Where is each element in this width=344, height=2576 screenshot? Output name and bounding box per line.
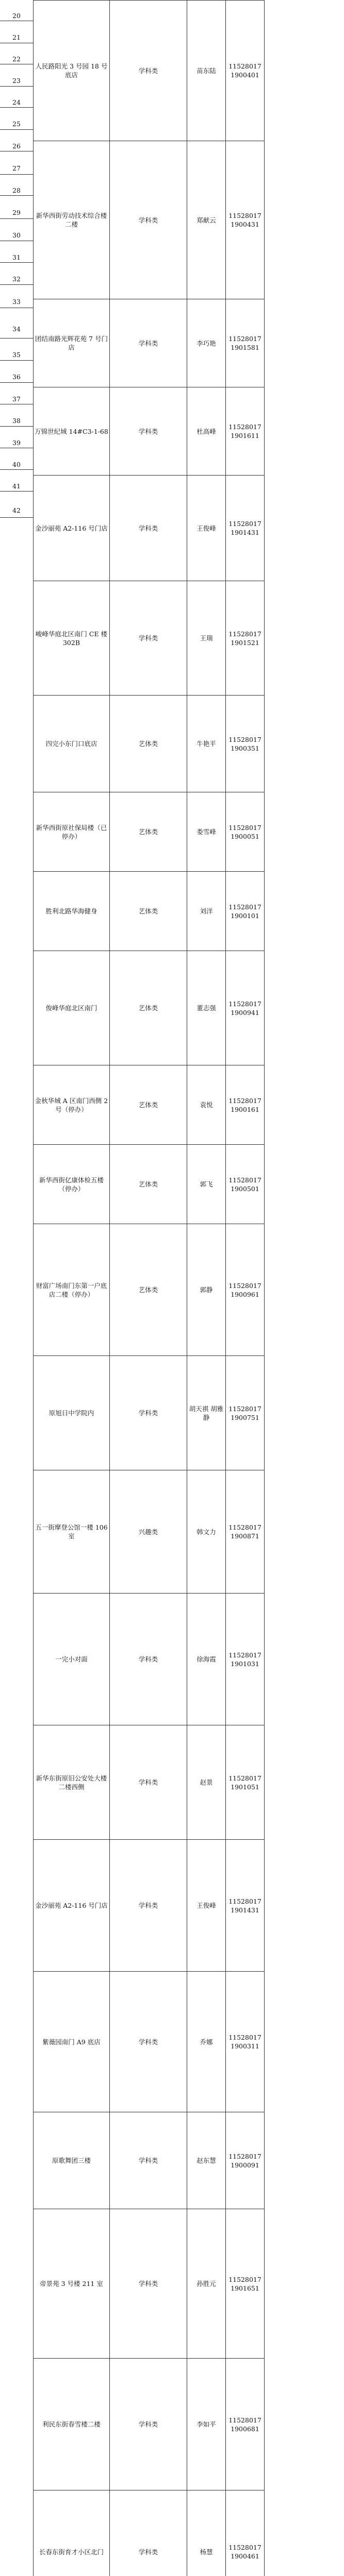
table-row — [34, 299, 344, 387]
contact-person-cell: 王俊峰 — [187, 476, 226, 581]
table-row — [34, 2112, 344, 2209]
address-cell: 利民东街春雪楼二楼 — [34, 2359, 110, 2490]
address-cell: 长春东街育才小区北门 — [34, 2490, 110, 2576]
table-body — [34, 1, 344, 2576]
license-number-cell: 115280171901651 — [226, 2209, 265, 2359]
category-cell: 学科类 — [110, 1356, 187, 1470]
contact-person-cell: 郑献云 — [187, 141, 226, 299]
row-number: 32 — [0, 263, 33, 285]
row-number: 34 — [0, 308, 33, 338]
license-number-cell: 115280171900871 — [226, 1470, 265, 1594]
contact-person-cell: 杨慧 — [187, 2490, 226, 2576]
license-number-cell: 115280171900091 — [226, 2112, 265, 2209]
row-number: 40 — [0, 448, 33, 470]
table-row — [34, 1145, 344, 1224]
address-cell: 原旭日中学院内 — [34, 1356, 110, 1470]
contact-person-cell: 乔娜 — [187, 1972, 226, 2112]
address-cell: 原歌舞团三楼 — [34, 2112, 110, 2209]
table-row — [34, 1470, 344, 1594]
category-cell: 艺体类 — [110, 696, 187, 792]
contact-person-cell: 韩文力 — [187, 1470, 226, 1594]
license-number-cell: 115280171900501 — [226, 1145, 265, 1224]
address-cell: 财富广场南门东第一户底店二楼（停办） — [34, 1224, 110, 1356]
contact-person-cell: 苗东陆 — [187, 1, 226, 141]
row-number: 31 — [0, 241, 33, 263]
contact-person-cell: 徐海霞 — [187, 1594, 226, 1725]
category-cell: 艺体类 — [110, 951, 187, 1065]
address-cell: 四完小东门口底店 — [34, 696, 110, 792]
category-cell: 艺体类 — [110, 872, 187, 951]
address-cell: 新华西街亿康体检五楼（停办） — [34, 1145, 110, 1224]
contact-person-cell: 郭静 — [187, 1224, 226, 1356]
table-row — [34, 141, 344, 299]
table-row — [34, 696, 344, 792]
address-cell: 胜利北路华海健身 — [34, 872, 110, 951]
row-number: 42 — [0, 492, 33, 518]
category-cell: 学科类 — [110, 1840, 187, 1972]
category-cell: 艺体类 — [110, 1224, 187, 1356]
table-row — [34, 1972, 344, 2112]
table-row — [34, 951, 344, 1065]
contact-person-cell: 赵景 — [187, 1725, 226, 1840]
row-number: 37 — [0, 383, 33, 404]
school-list-table — [33, 0, 344, 2576]
row-number: 29 — [0, 196, 33, 219]
row-number: 21 — [0, 21, 33, 43]
category-cell: 兴趣类 — [110, 1470, 187, 1594]
table-row — [34, 476, 344, 581]
category-cell: 学科类 — [110, 581, 187, 696]
license-number-cell: 115280171900681 — [226, 2359, 265, 2490]
table-row — [34, 1356, 344, 1470]
table-row — [34, 1224, 344, 1356]
row-number: 41 — [0, 470, 33, 492]
address-cell: 金沙丽苑 A2-116 号门店 — [34, 476, 110, 581]
row-number: 25 — [0, 108, 33, 130]
address-cell: 新华东街原旧公安处大楼二楼西侧 — [34, 1725, 110, 1840]
address-cell: 帝景苑 3 号楼 211 室 — [34, 2209, 110, 2359]
category-cell: 学科类 — [110, 1972, 187, 2112]
row-number: 26 — [0, 130, 33, 151]
address-cell: 一完小对面 — [34, 1594, 110, 1725]
license-number-cell: 115280171900161 — [226, 1065, 265, 1145]
category-cell: 学科类 — [110, 1725, 187, 1840]
table-row — [34, 1065, 344, 1145]
table-row — [34, 387, 344, 476]
row-number: 33 — [0, 285, 33, 308]
license-number-cell: 115280171901431 — [226, 476, 265, 581]
category-cell: 艺体类 — [110, 792, 187, 872]
license-number-cell: 115280171900961 — [226, 1224, 265, 1356]
table-row — [34, 792, 344, 872]
contact-person-cell: 牛艳平 — [187, 696, 226, 792]
row-number: 28 — [0, 175, 33, 196]
contact-person-cell: 杜高峰 — [187, 387, 226, 476]
row-number: 35 — [0, 338, 33, 361]
category-cell: 学科类 — [110, 2112, 187, 2209]
table-row — [34, 2490, 344, 2576]
address-cell: 紫薇园南门 A9 底店 — [34, 1972, 110, 2112]
table-row — [34, 1, 344, 141]
license-number-cell: 115280171900051 — [226, 792, 265, 872]
contact-person-cell: 王俊峰 — [187, 1840, 226, 1972]
contact-person-cell: 孙胜元 — [187, 2209, 226, 2359]
contact-person-cell: 李如平 — [187, 2359, 226, 2490]
contact-person-cell: 刘洋 — [187, 872, 226, 951]
license-number-cell: 115280171900351 — [226, 696, 265, 792]
row-number: 36 — [0, 361, 33, 383]
category-cell: 学科类 — [110, 476, 187, 581]
license-number-cell: 115280171900941 — [226, 951, 265, 1065]
license-number-cell: 115280171901051 — [226, 1725, 265, 1840]
category-cell: 学科类 — [110, 141, 187, 299]
license-number-cell: 115280171901431 — [226, 1840, 265, 1972]
row-number: 23 — [0, 64, 33, 87]
contact-person-cell: 娄雪峰 — [187, 792, 226, 872]
row-number: 22 — [0, 43, 33, 64]
table-row — [34, 872, 344, 951]
category-cell: 学科类 — [110, 1594, 187, 1725]
category-cell: 艺体类 — [110, 1065, 187, 1145]
address-cell: 俊峰华庭北区南门 — [34, 951, 110, 1065]
address-cell: 万锦世纪城 14#C3-1-68 — [34, 387, 110, 476]
contact-person-cell: 李巧艳 — [187, 299, 226, 387]
license-number-cell: 115280171901521 — [226, 581, 265, 696]
row-number: 24 — [0, 87, 33, 108]
table-row — [34, 2359, 344, 2490]
license-number-cell: 115280171900461 — [226, 2490, 265, 2576]
row-number: 38 — [0, 404, 33, 427]
row-number: 27 — [0, 151, 33, 175]
address-cell: 金秋华城 A 区南门西侧 2 号（停办） — [34, 1065, 110, 1145]
category-cell: 学科类 — [110, 2359, 187, 2490]
address-cell: 新华西街劳动技术综合楼二楼 — [34, 141, 110, 299]
row-number: 30 — [0, 219, 33, 241]
address-cell: 金沙丽苑 A2-116 号门店 — [34, 1840, 110, 1972]
address-cell: 团结南路光辉花苑 7 号门店 — [34, 299, 110, 387]
address-cell: 峻峰华庭北区南门 CE 楼 302B — [34, 581, 110, 696]
address-cell: 人民路阳光 3 号园 18 号底店 — [34, 1, 110, 141]
contact-person-cell: 赵东慧 — [187, 2112, 226, 2209]
category-cell: 学科类 — [110, 299, 187, 387]
address-cell: 新华西街原社保局楼（已停办） — [34, 792, 110, 872]
category-cell: 艺体类 — [110, 1145, 187, 1224]
contact-person-cell: 袁悦 — [187, 1065, 226, 1145]
license-number-cell: 115280171900311 — [226, 1972, 265, 2112]
row-number: 20 — [0, 0, 33, 21]
license-number-cell: 115280171901581 — [226, 299, 265, 387]
address-cell: 五一街摩登公馆一楼 106 室 — [34, 1470, 110, 1594]
contact-person-cell: 董志强 — [187, 951, 226, 1065]
license-number-cell: 115280171900101 — [226, 872, 265, 951]
license-number-cell: 115280171901611 — [226, 387, 265, 476]
category-cell: 学科类 — [110, 387, 187, 476]
table-row — [34, 1840, 344, 1972]
license-number-cell: 115280171900751 — [226, 1356, 265, 1470]
category-cell: 学科类 — [110, 2490, 187, 2576]
contact-person-cell: 胡天祺 胡雅静 — [187, 1356, 226, 1470]
license-number-cell: 11528017190040​1 — [226, 1, 265, 141]
contact-person-cell: 王瑞 — [187, 581, 226, 696]
table-row — [34, 1725, 344, 1840]
table-row — [34, 581, 344, 696]
category-cell: 学科类 — [110, 1, 187, 141]
license-number-cell: 115280171900431 — [226, 141, 265, 299]
table-row — [34, 2209, 344, 2359]
license-number-cell: 115280171901031 — [226, 1594, 265, 1725]
category-cell: 学科类 — [110, 2209, 187, 2359]
row-number: 39 — [0, 427, 33, 448]
contact-person-cell: 郭飞 — [187, 1145, 226, 1224]
table-row — [34, 1594, 344, 1725]
